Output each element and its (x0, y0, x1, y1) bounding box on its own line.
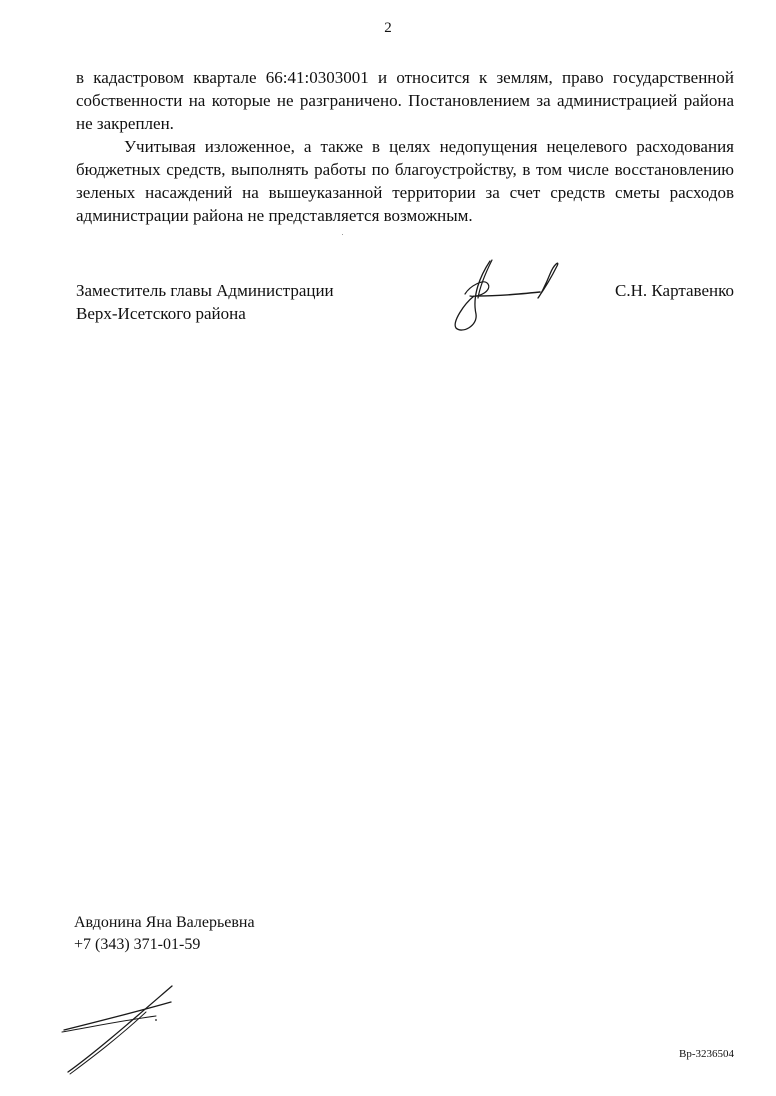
body-paragraph-1: в кадастровом квартале 66:41:0303001 и относится к землям, право государственной собственности на которые не разграничено. Постановлением за администрацией района не закреплен. (76, 68, 734, 133)
registration-number: Вр-3236504 (679, 1048, 734, 1060)
signatory-signature (440, 256, 570, 336)
scan-dot (342, 234, 343, 235)
letter-body (76, 66, 734, 227)
executor-phone: +7 (343) 371-01-59 (74, 936, 201, 953)
executor-name: Авдонина Яна Валерьевна (74, 914, 255, 931)
body-paragraph-2: Учитывая изложенное, а также в целях недопущения нецелевого расходования бюджетных средств, выполнять работы по благоустройству, в том числе восстановлению зеленых насаждений на вышеуказанной территории за счет средств сметы расходов администрации района не представляется возможным. (76, 137, 734, 225)
signatory-name: С.Н. Картавенко (615, 281, 734, 300)
signatory-title-line-2: Верх-Исетского района (76, 304, 246, 323)
executor-signature (56, 982, 181, 1082)
page-number: 2 (384, 20, 392, 36)
signatory-title-line-1: Заместитель главы Администрации (76, 281, 334, 300)
executor-block (74, 912, 255, 956)
signatory-title (76, 279, 334, 325)
